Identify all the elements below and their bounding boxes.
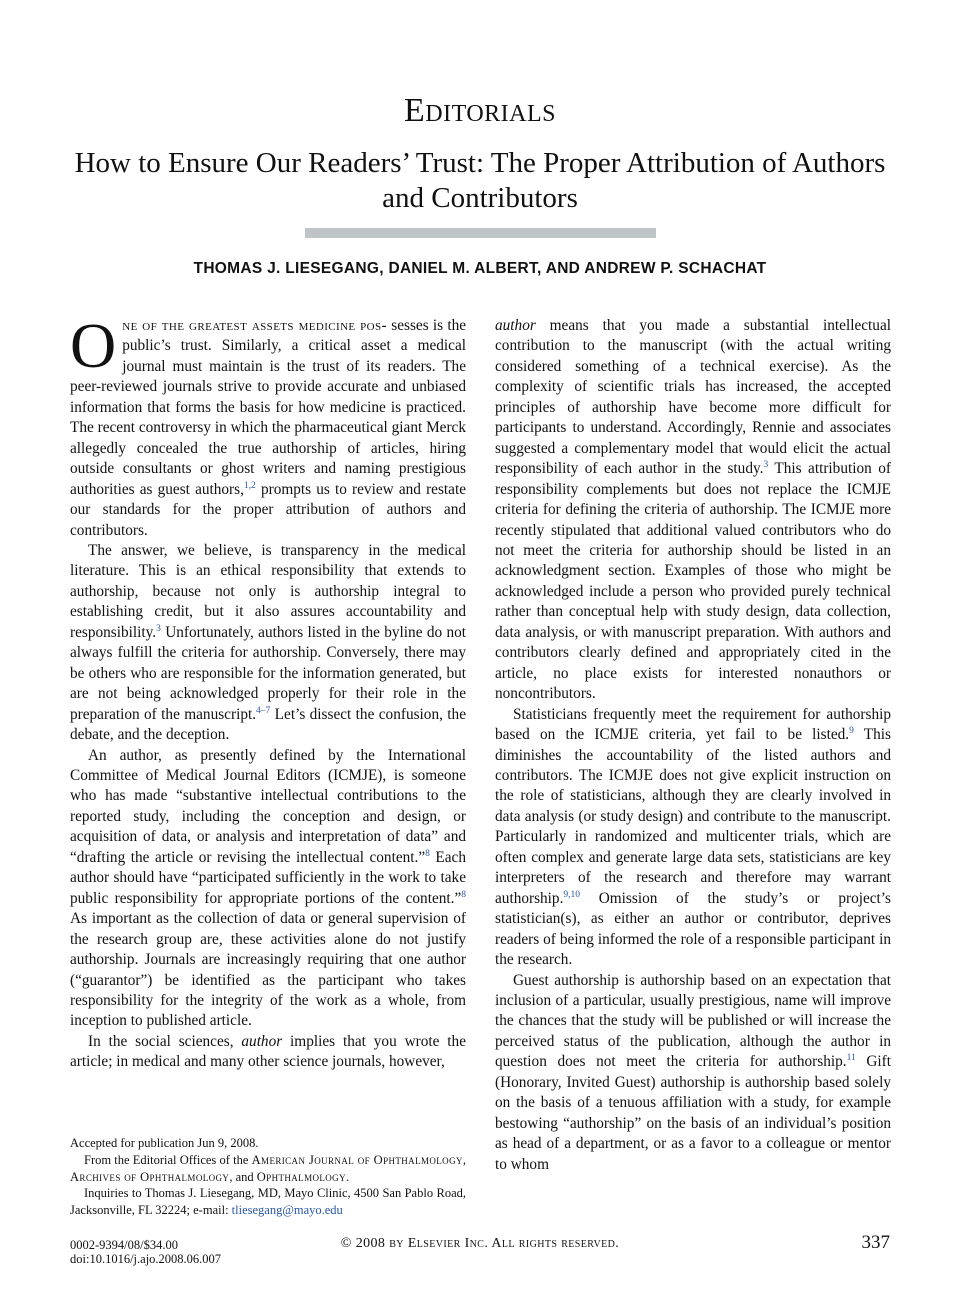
paragraph-6: Guest authorship is authorship based on an expectation that inclusion of a particular, usually prestigious, name will improve the chances that the study will be published or will increase the perceived status of the publication, although the author in question does not meet the criteria for authorship.$^{11}$ Gift (Honorary, Invited Guest) authorship is authorship based solely on the basis of a tenuous affiliation with a study, for example bestowing “authorship” on the basis of an individual’s position as head of a department, or as a favor to a colleague or mentor to whom bbox=[495, 971, 892, 1173]
doi: doi:10.1016/j.ajo.2008.06.007 bbox=[70, 1252, 222, 1266]
reference-link[interactable]: 9 bbox=[849, 725, 854, 736]
paragraph-5: Statisticians frequently meet the requirement for authorship based on the ICMJE criteria, yet fail to be listed.$^9$ This diminishes the accountability of the listed authors and contributors. The ICMJE does not give explicit instruction on the role of statisticians, although they are clearly involved in data analysis (or study design) and contribute to the manuscript. Particularly in randomized and multicenter trials, which are often complex and generate large data sets, statisticians are key interpreters of the research and therefore may warrant authorship.$^{9,10}$ Omission of the study’s or project’s statistician(s), as either an author or contributor, deprives readers of being informed the role of a responsible participant in the research. bbox=[495, 705, 891, 969]
lead-in: ne of the greatest assets medicine pos- bbox=[122, 317, 388, 334]
paragraph-4-continued: author means that you made a substantial intellectual contribution to the manuscript (with the actual writing considered something of a technical exercise). As the complexity of scientific trials has increased, the accepted principles of authorship have become more difficult for participants to understand. Accordingly, Rennie and associates suggested a complementary model that would elicit the actual responsibility of each author in the study.$^3$ This attribution of responsibility complements but does not replace the ICMJE criteria for defining the criteria of authorship. The ICMJE more recently stipulated that additional valued contributors who do not meet the criteria for authorship should be listed in an acknowledgment section. Examples of those who might be acknowledged include a person who provided purely technical rather than conceptual help with study design, data collection, data analysis, or with manuscript preparation. With authors and contributors clearly defined and appropriately cited in the article, no place exists for interested nonauthors or noncontributors. bbox=[495, 317, 891, 703]
drop-cap: O bbox=[70, 310, 117, 381]
reference-link[interactable]: 11 bbox=[846, 1053, 856, 1064]
reference-link[interactable]: 3 bbox=[156, 623, 161, 634]
section-label: Editorials bbox=[404, 92, 556, 129]
reference-link[interactable]: 8 bbox=[425, 848, 430, 859]
paragraph-4-start: In the social sciences, author implies that you wrote the article; in medical and many other science journals, however, bbox=[70, 1032, 466, 1071]
email-link[interactable]: tliesegang@mayo.edu bbox=[231, 1203, 343, 1218]
paragraph-1: One of the greatest assets medicine pos- sesses is the public’s trust. Similarly, a critical asset a medical journal must maintain is the trust of its readers. The peer-reviewed journals strive to provide accurate and unbiased information that forms the basis for how medicine is practiced. The recent controversy in which the pharmaceutical giant Merck allegedly concealed the true authorship of articles, hiring outside consultants or ghost writers and naming prestigious authorities as guest authors,$^{1,2}$ prompts us to review and restate our standards for the proper attribution of authors and contributors. bbox=[70, 310, 467, 539]
footnotes bbox=[70, 1135, 466, 1219]
page-number: 337 bbox=[861, 1232, 890, 1253]
inquiries: Inquiries to Thomas J. Liesegang, MD, Mayo Clinic, 4500 San Pablo Road, Jacksonville, FL 32224; e-mail: tliesegang@mayo.edu bbox=[70, 1186, 466, 1218]
column-left bbox=[70, 310, 467, 1073]
issn: 0002-9394/08/$34.00 bbox=[70, 1238, 178, 1252]
author-byline: THOMAS J. LIESEGANG, DANIEL M. ALBERT, AND ANDREW P. SCHACHAT bbox=[193, 260, 767, 277]
reference-link[interactable]: 4–7 bbox=[256, 705, 271, 716]
reference-link[interactable]: 1,2 bbox=[243, 480, 256, 491]
reference-link[interactable]: 9,10 bbox=[563, 889, 581, 900]
reference-link[interactable]: 8 bbox=[461, 889, 466, 900]
editorial-offices: From the Editorial Offices of the American Journal of Ophthalmology, Archives of Ophthalmology, and Ophthalmology. bbox=[70, 1152, 467, 1184]
title-divider bbox=[305, 228, 656, 238]
reference-link[interactable]: 3 bbox=[763, 460, 769, 471]
paragraph-2: The answer, we believe, is transparency in the medical literature. This is an ethical responsibility that extends to authorship, because not only is authorship integral to establishing credit, but it also assures accountability and responsibility.$^3$ Unfortunately, authors listed in the byline do not always fulfill the criteria for authorship. Conversely, there may be others who are responsible for the information generated, but are not being acknowledged properly for their role in the preparation of the manuscript.$^{4-7}$ Let’s dissect the confusion, the debate, and the deception. bbox=[70, 541, 466, 744]
paragraph-3: An author, as presently defined by the International Committee of Medical Journal Editors (ICMJE), is someone who has made “substantive intellectual contributions to the reported study, including the conception and design, or acquisition of data, or analysis and interpretation of data” and “drafting the article or revising the intellectual content.”$^8$ Each author should have “participated sufficiently in the work to take public responsibility for appropriate portions of the content.”$^8$ As important as the collection of data or general supervision of the research group are, these activities alone do not justify authorship. Journals are increasingly requiring that one author (“guarantor”) be identified as the participant who takes responsibility for the integrity of the work as a whole, from inception to published article. bbox=[70, 746, 466, 1030]
copyright: © 2008 by Elsevier Inc. All rights reserved. bbox=[340, 1236, 620, 1251]
column-right bbox=[495, 316, 891, 1175]
article-title: How to Ensure Our Readers’ Trust: The Proper Attribution of Authors and Contributors bbox=[74, 147, 886, 214]
accepted-date: Accepted for publication Jun 9, 2008. bbox=[70, 1136, 259, 1150]
